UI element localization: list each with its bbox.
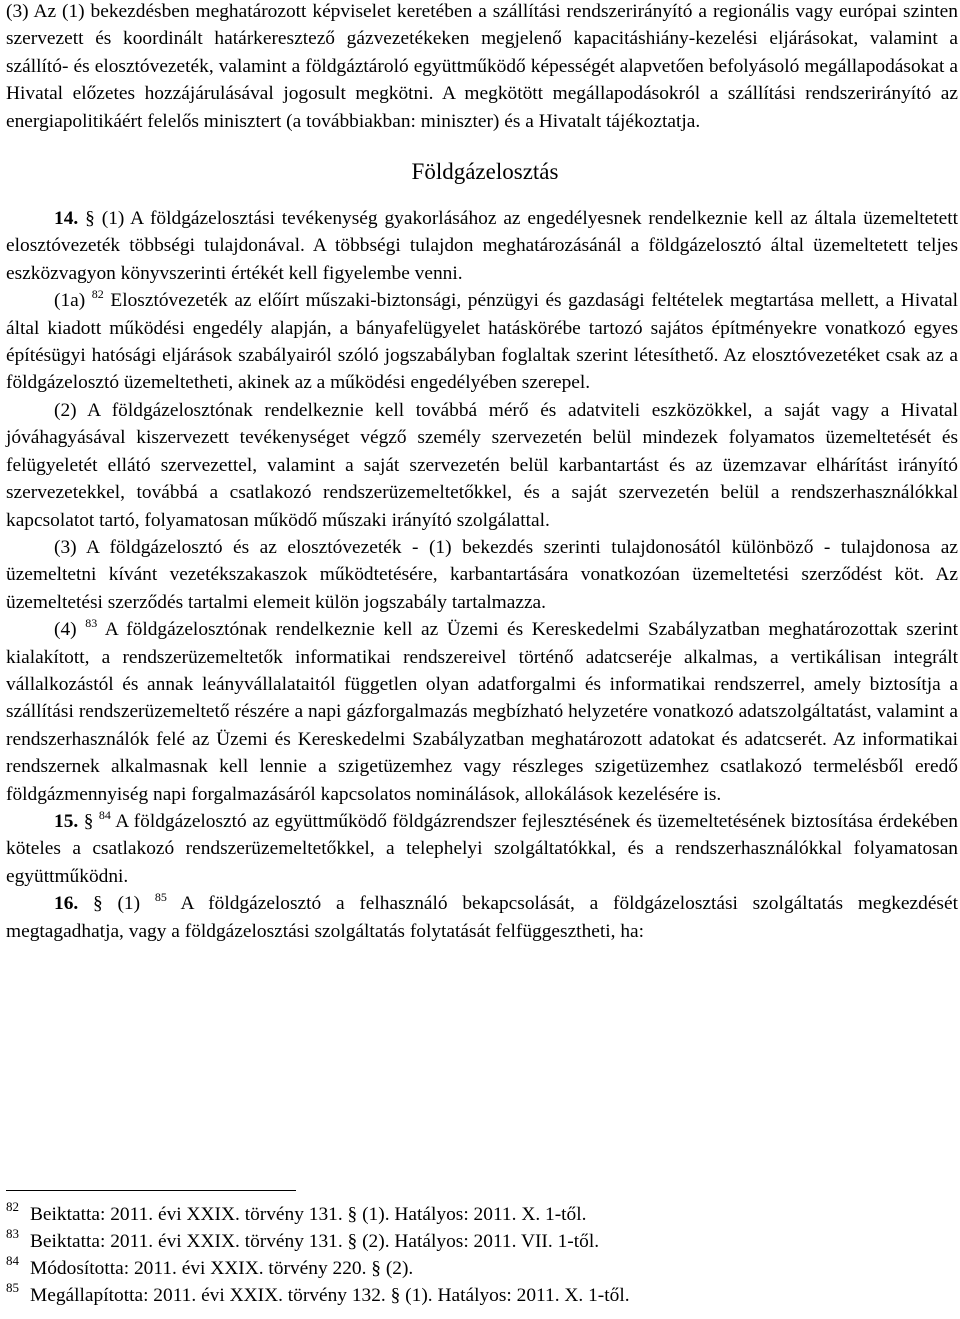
footnotes — [6, 1190, 906, 1309]
footnote-text: Beiktatta: 2011. évi XXIX. törvény 131. § (1). Hatályos: 2011. X. 1-től. — [30, 1204, 587, 1225]
footnote-text: Beiktatta: 2011. évi XXIX. törvény 131. § (2). Hatályos: 2011. VII. 1-től. — [30, 1231, 600, 1252]
section-16-text: A földgázelosztó a felhasználó bekapcsolását, a földgázelosztási szolgáltatás megkezdését megtagadhatja, vagy a földgázelosztási szolgáltatás folytatását felfüggesztheti, ha: — [6, 893, 958, 942]
paragraph-3 — [6, 0, 958, 135]
section-14-paragraph-3 — [6, 534, 958, 616]
section-14-p1a-text: Elosztóvezeték az előírt műszaki-biztonsági, pénzügyi és gazdasági feltételek megtartása mellett, a Hivatal által kiadott működési engedély alapján, a bányafelügyelet hatáskörébe tartozó sajátos építményekre vonatkozó egyes építésügyi hatósági eljárások szabályairól szóló jogszabályban foglaltak szerint létesíthető. Az elosztóvezetéket csak az a földgázelosztó üzemeltetheti, akinek az a működési engedélyében szerepel. — [6, 290, 958, 394]
footnote-82: $^{82}$ Beiktatta: 2011. évi XXIX. törvény 131. § (1). Hatályos: 2011. X. 1-től. — [6, 1199, 587, 1225]
footnote-83: $^{83}$ Beiktatta: 2011. évi XXIX. törvény 131. § (2). Hatályos: 2011. VII. 1-től. — [6, 1226, 600, 1252]
footnote-text: Megállapította: 2011. évi XXIX. törvény 132. § (1). Hatályos: 2011. X. 1-től. — [30, 1285, 630, 1306]
section-15-paragraph — [6, 808, 958, 890]
section-heading: Földgázelosztás — [411, 159, 559, 185]
section-14-p3-text: (3) A földgázelosztó és az elosztóvezeték - (1) bekezdés szerinti tulajdonosától különböző - tulajdonosa az üzemeltetni kívánt vezetékszakaszok működtetésére, karbantartására vonatkozóan üzemeltetési szerződést köt. Az üzemeltetési szerződés tartalmi elemeit külön jogszabály tartalmazza. — [6, 536, 958, 613]
footnote-ref-84: 84 — [98, 807, 111, 822]
footnote-84: $^{84}$ Módosította: 2011. évi XXIX. törvény 220. § (2). — [6, 1253, 414, 1279]
footnote-ref-83: 83 — [85, 616, 98, 631]
footnote-text: Módosította: 2011. évi XXIX. törvény 220. § (2). — [30, 1258, 414, 1279]
section-14-paragraph-4 — [6, 616, 958, 808]
section-sign: § — [93, 893, 103, 915]
section-14-paragraph-1a — [6, 287, 958, 397]
section-sign: § — [85, 208, 95, 230]
footnote-85: $^{85}$ Megállapította: 2011. évi XXIX. törvény 132. § (1). Hatályos: 2011. X. 1-től. — [6, 1280, 630, 1306]
section-14-paragraph-2 — [6, 397, 958, 534]
section-14-p2-text: (2) A földgázelosztónak rendelkeznie kell továbbá mérő és adatviteli eszközökkel, a saját vagy a Hivatal jóváhagyásával kiszervezett tevékenységet végző személy szervezetén belül mindezek folyamatos üzemeltetését és felügyeletét ellátó szervezettel, valamint a saját szervezetén belül karbantartást és az üzemzavar elhárítást irányító szervezetekkel, továbbá a csatlakozó rendszerüzemeltetőkkel, és a saját szervezetén belül a rendszerhasználókkal kapcsolatot tartó, folyamatosan működő műszaki irányító szolgálattal. — [6, 399, 958, 531]
paragraph-3-text: (3) Az (1) bekezdésben meghatározott képviselet keretében a szállítási rendszerirányító a regionális vagy európai szinten szervezett és koordinált határkeresztező gázvezetékeken megjelenő kapacitáshiány-kezelési eljárásokat, valamint a szállító- és elosztóvezeték, valamint a földgáztároló együttműködő képességét alapvetően befolyásoló megállapodásokat a Hivatal előzetes hozzájárulásával jogosult megkötni. A megkötött megállapodásokról a szállítási rendszerirányító az energiapolitikáért felelős minisztert (a továbbiakban: miniszter) és a Hivatalt tájékoztatja. — [6, 1, 958, 132]
paragraph-label: (4) — [54, 619, 77, 641]
paragraph-label: (1a) — [54, 290, 86, 312]
section-15-number: 15. — [54, 810, 79, 832]
section-15-text: A földgázelosztó az együttműködő földgázrendszer fejlesztésének és üzemeltetésének biztosítása érdekében köteles a csatlakozó rendszerüzemeltetőkkel, a telephelyi szolgáltatókkal, és a rendszerhasználókkal folyamatosan együttműködni. — [6, 810, 958, 887]
section-14-number: 14. — [54, 208, 79, 230]
paragraph-label: (1) — [117, 893, 141, 915]
footnote-ref-82: 82 — [91, 287, 104, 302]
section-16-paragraph-1 — [6, 890, 958, 945]
section-14-p1-text: (1) A földgázelosztási tevékenység gyakorlásához az engedélyesnek rendelkeznie kell az általa üzemeltetett elosztóvezeték többségi tulajdonával. A többségi tulajdon meghatározásánál a földgázelosztó által üzemeltetett teljes eszközvagyon könyvszerinti értékét kell figyelembe venni. — [6, 208, 958, 284]
footnote-divider — [6, 1190, 296, 1191]
document-page — [6, 0, 958, 945]
section-14-p4-text: A földgázelosztónak rendelkeznie kell az Üzemi és Kereskedelmi Szabályzatban meghatározottak szerint kialakított, a rendszerüzemeltetők informatikai rendszereivel történő adatcseréje alkalmas, a vertikálisan integrált vállalkozástól és annak leányvállalataitól független olyan adatforgalmi és informatikai rendszerrel, amely biztosítja a szállítási rendszerüzemeltető részére a napi gázforgalmazás megbízható helyzetére vonatkozó adatszolgáltatást, valamint a rendszerhasználók felé az Üzemi és Kereskedelmi Szabályzatban meghatározott adatokat és adatcserét. Az informatikai rendszernek alkalmasnak kell lennie a szigetüzemhez vagy részleges szigetüzemhez csatlakozó termelésből eredő földgázmennyiség napi forgalmazásáról kapcsolatos nominálások, allokálások kezelésére is. — [6, 619, 958, 805]
section-sign: § — [83, 810, 94, 832]
section-14-paragraph-1 — [6, 205, 958, 287]
section-16-number: 16. — [54, 893, 79, 915]
footnote-ref-85: 85 — [154, 890, 167, 905]
